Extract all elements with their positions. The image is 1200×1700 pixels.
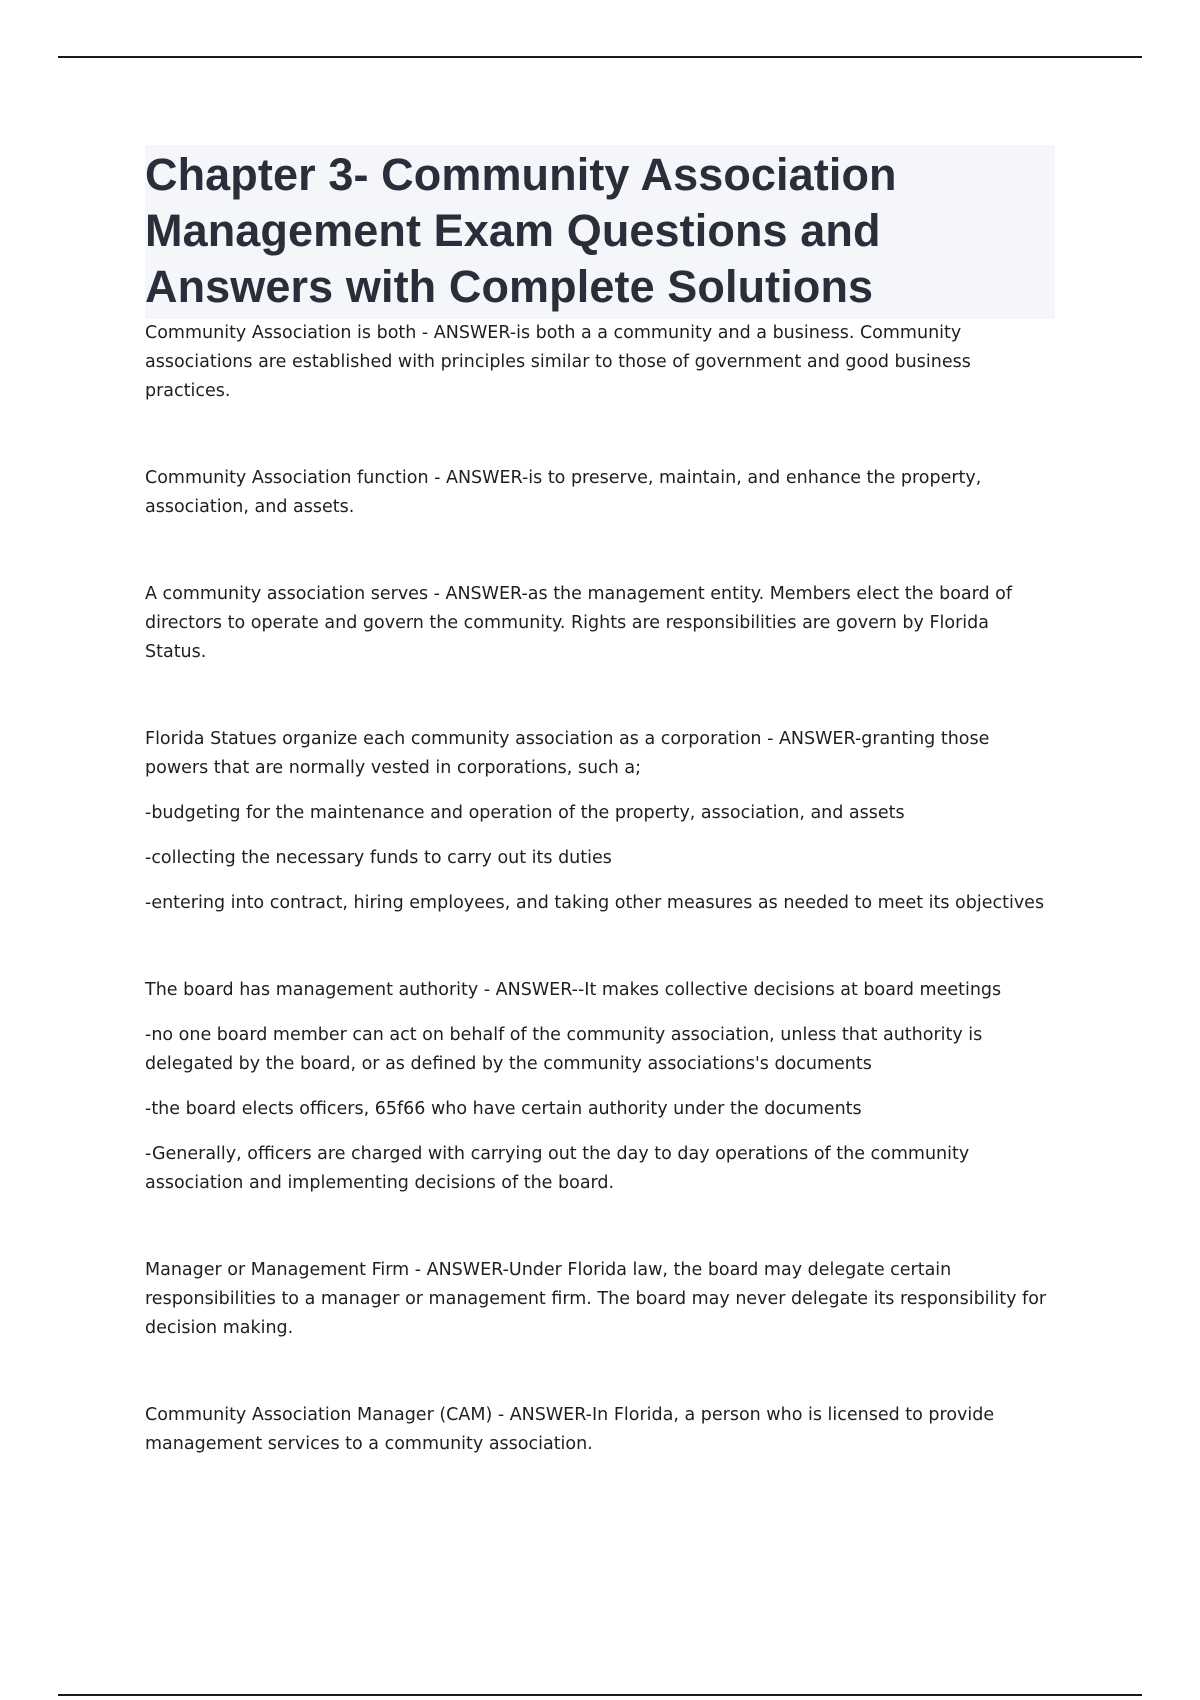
document-title: Chapter 3- Community Association Management Exam Questions and Answers with Complete Solutions bbox=[145, 149, 897, 312]
qa-subpoint: -the board elects officers, 65f66 who have certain authority under the documents bbox=[145, 1099, 862, 1119]
qa-subpoint: -no one board member can act on behalf of the community association, unless that authority is delegated by the board, or as defined by the community associations's documents bbox=[145, 1025, 983, 1074]
qa-text: Community Association is both - ANSWER-is both a a community and a business. Community associations are established with principles similar to those of government and good business practices. bbox=[145, 323, 971, 401]
qa-subpoint: -collecting the necessary funds to carry out its duties bbox=[145, 848, 612, 868]
footer-rule bbox=[58, 1694, 1142, 1696]
qa-text: Manager or Management Firm - ANSWER-Under Florida law, the board may delegate certain responsibilities to a manager or management firm. The board may never delegate its responsibility for decision making. bbox=[145, 1260, 1047, 1338]
title-block bbox=[145, 145, 1055, 319]
qa-entry bbox=[145, 580, 1055, 667]
qa-subpoint: -entering into contract, hiring employees, and taking other measures as needed to meet its objectives bbox=[145, 893, 1045, 913]
qa-entry bbox=[145, 976, 1055, 1198]
qa-text: Community Association Manager (CAM) - ANSWER-In Florida, a person who is licensed to provide management services to a community association. bbox=[145, 1405, 995, 1454]
qa-entry bbox=[145, 1256, 1055, 1343]
qa-text: Florida Statues organize each community association as a corporation - ANSWER-granting those powers that are normally vested in corporations, such a; bbox=[145, 729, 990, 778]
qa-entry bbox=[145, 1401, 1055, 1459]
qa-subpoint: -Generally, officers are charged with carrying out the day to day operations of the community association and implementing decisions of the board. bbox=[145, 1144, 970, 1193]
document-body bbox=[145, 145, 1055, 1475]
qa-entry bbox=[145, 319, 1055, 406]
qa-entry bbox=[145, 464, 1055, 522]
qa-entry bbox=[145, 725, 1055, 918]
header-rule bbox=[58, 56, 1142, 58]
qa-text: A community association serves - ANSWER-as the management entity. Members elect the board of directors to operate and govern the community. Rights are responsibilities are govern by Florida Status. bbox=[145, 584, 1013, 662]
qa-subpoint: -budgeting for the maintenance and operation of the property, association, and assets bbox=[145, 803, 905, 823]
qa-text: Community Association function - ANSWER-is to preserve, maintain, and enhance the property, association, and assets. bbox=[145, 468, 982, 517]
qa-text: The board has management authority - ANSWER--It makes collective decisions at board meetings bbox=[145, 980, 1002, 1000]
